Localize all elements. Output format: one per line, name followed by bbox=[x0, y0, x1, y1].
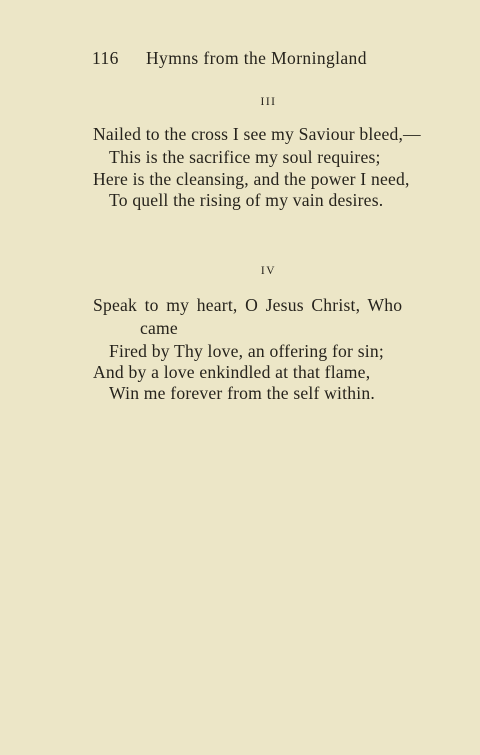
verse-line: Nailed to the cross I see my Saviour bleed,— bbox=[93, 124, 421, 144]
running-title: Hymns from the Morningland bbox=[146, 48, 367, 68]
verse-line: This is the sacrifice my soul requires; bbox=[109, 147, 381, 167]
verse-line: Speak to my heart, O Jesus Christ, Who bbox=[93, 295, 403, 315]
stanza-number: III bbox=[260, 96, 277, 108]
page-number: 116 bbox=[92, 48, 119, 68]
stanza-number: IV bbox=[260, 265, 277, 277]
verse-line: Win me forever from the self within. bbox=[109, 383, 375, 403]
verse-line: came bbox=[140, 318, 178, 338]
running-header bbox=[92, 48, 412, 69]
verse-line: Fired by Thy love, an offering for sin; bbox=[109, 341, 384, 361]
verse-line: And by a love enkindled at that flame, bbox=[93, 362, 371, 382]
verse-line: Here is the cleansing, and the power I need, bbox=[93, 169, 410, 189]
verse-line: To quell the rising of my vain desires. bbox=[109, 190, 384, 210]
